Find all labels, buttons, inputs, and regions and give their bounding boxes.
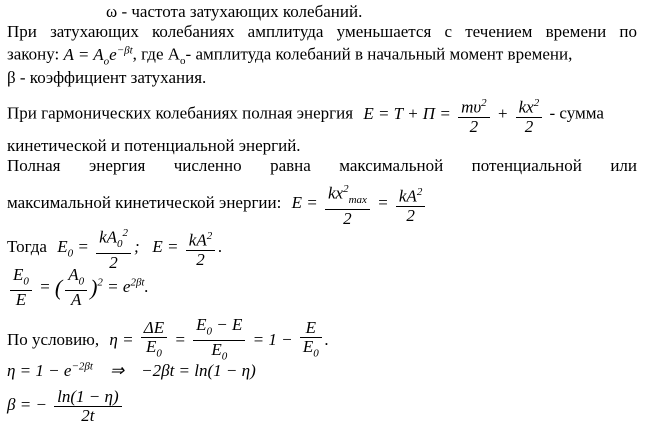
formula-amplitude: $A = A_oe^{-\beta t}$ xyxy=(63,44,133,68)
text-line-7: Полная энергия численно равна максимальной потенциальной или xyxy=(7,156,637,175)
formula-beta: β = − $\frac{\ln(1 - \eta)}{2t}$ xyxy=(7,388,125,425)
text: , где A xyxy=(132,44,181,64)
text-line-5 xyxy=(7,94,604,136)
text-line-4: β - коэффициент затухания. xyxy=(7,68,207,87)
text-line-6: кинетической и потенциальной энергий. xyxy=(7,136,301,155)
text: максимальной кинетической энергии: xyxy=(7,192,282,212)
formula-e0-e: $E_0$ = $\frac{kA_0^2}{2}$ ; E = $\frac{kA^2}{2}$ . xyxy=(57,237,222,256)
text: Тогда xyxy=(7,236,47,256)
text: - амплитуда колебаний в начальный момент времени, xyxy=(185,44,573,64)
formula-energy: E = T + Π = $\frac{m\upsilon^2}{2}$ + $\frac{kx^2}{2}$ xyxy=(363,104,549,123)
text: закону: xyxy=(7,44,60,64)
formula-eta: η = $\frac{\Delta E}{E_0}$ = $\frac{E_0 - E}{E_0}$ = 1 − $\frac{E}{E_0}$ . xyxy=(109,315,329,363)
formula-max-energy: E = $\frac{kx^2_{max}}{2}$ = $\frac{kA^2}{2}$ xyxy=(292,193,429,212)
text: - сумма xyxy=(549,103,604,123)
text-line-12 xyxy=(7,316,329,366)
text: При гармонических колебаниях полная энергия xyxy=(7,103,354,123)
text-line-9 xyxy=(7,224,222,272)
text: По условию, xyxy=(7,329,100,349)
text-line-8 xyxy=(7,180,428,228)
formula-ratio: $\frac{E_0}{E}$ = ( $\frac{A_0}{A}$ )$^2 = e^{2\beta t}$. xyxy=(7,266,149,309)
formula-ln: $\eta = 1 - e^{-2\beta t}$ ⇒ −2βt = ln(1 − η) xyxy=(7,360,256,380)
text-line-3: закону: $A = A_oe^{-\beta t}$, где $A_o-$ амплитуда колебаний в начальный момент времени, xyxy=(7,44,573,68)
text-line-2: При затухающих колебаниях амплитуда уменьшается с течением времени по xyxy=(7,22,637,41)
text-line-1: ω - частота затухающих колебаний. xyxy=(106,2,363,21)
